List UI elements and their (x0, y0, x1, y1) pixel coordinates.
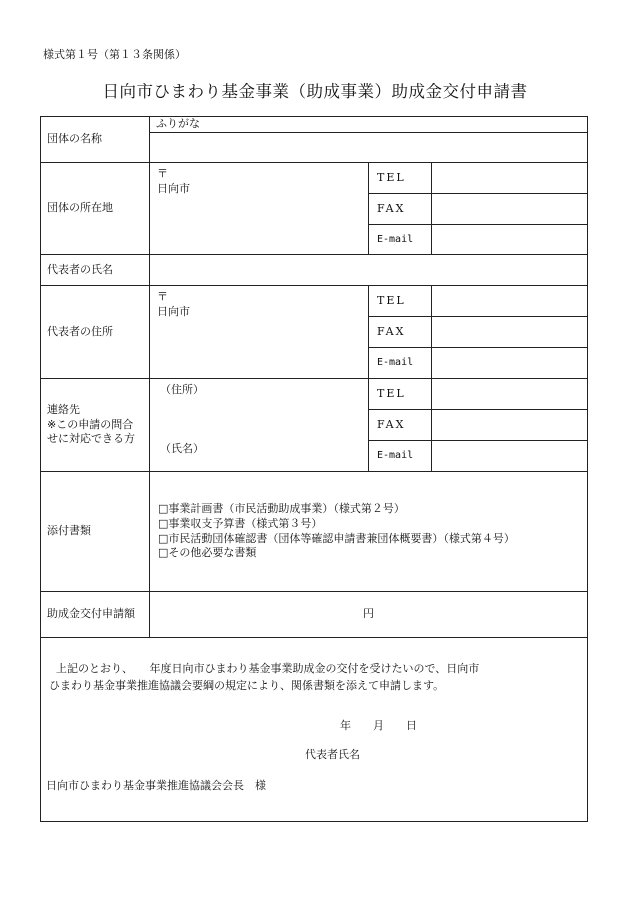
rep-email-label: E-mail (369, 348, 432, 379)
attachment-item[interactable]: □事業計画書（市民活動助成事業）（様式第２号） (158, 501, 405, 515)
postal-mark: 〒 (157, 167, 168, 180)
amount-label: 助成金交付申請額 (41, 592, 150, 638)
rep-address-city: 日向市 (157, 304, 190, 318)
contact-label (41, 379, 150, 472)
date-field[interactable]: 年 月 日 (340, 719, 417, 732)
group-email-label: E-mail (369, 225, 432, 255)
contact-label-line1: 連絡先 (47, 402, 80, 416)
group-fax-field[interactable] (432, 194, 588, 225)
group-address-city: 日向市 (157, 181, 190, 195)
attachment-item[interactable]: □事業収支予算書（様式第３号） (158, 516, 323, 530)
group-tel-label: TEL (369, 163, 432, 194)
attachments-list (150, 472, 588, 592)
group-address-label: 団体の所在地 (41, 163, 150, 255)
contact-tel-label: TEL (369, 379, 432, 410)
contact-name-hint: （氏名） (160, 442, 204, 455)
group-fax-label: FAX (369, 194, 432, 225)
rep-email-field[interactable] (432, 348, 588, 379)
rep-address-field[interactable] (150, 286, 369, 379)
application-form (40, 116, 588, 638)
addressee: 日向市ひまわり基金事業推進協議会会長 様 (46, 779, 266, 792)
group-name-label: 団体の名称 (41, 117, 150, 163)
attachments-label: 添付書類 (41, 472, 150, 592)
form-number: 様式第１号（第１３条関係） (43, 48, 186, 61)
rep-fax-field[interactable] (432, 317, 588, 348)
contact-label-line2: ※この申請の問合 (47, 417, 134, 431)
amount-unit: 円 (363, 607, 374, 621)
group-tel-field[interactable] (432, 163, 588, 194)
contact-fax-field[interactable] (432, 410, 588, 441)
rep-signature: 代表者氏名 (305, 748, 360, 761)
rep-fax-label: FAX (369, 317, 432, 348)
page-title: 日向市ひまわり基金事業（助成事業）助成金交付申請書 (102, 82, 528, 101)
contact-tel-field[interactable] (432, 379, 588, 410)
attachment-item[interactable]: □市民活動団体確認書（団体等確認申請書兼団体概要書）（様式第４号） (158, 531, 515, 545)
rep-address-label: 代表者の住所 (41, 286, 150, 379)
contact-address-hint: （住所） (160, 383, 204, 396)
attachment-item[interactable]: □その他必要な書類 (158, 546, 257, 560)
declaration (49, 660, 556, 694)
amount-field[interactable] (150, 592, 588, 638)
rep-tel-field[interactable] (432, 286, 588, 317)
contact-email-label: E-mail (369, 441, 432, 472)
rep-name-field[interactable] (150, 255, 588, 286)
contact-label-line3: せに対応できる方 (47, 432, 135, 446)
group-address-field[interactable] (150, 163, 369, 255)
group-name-field[interactable] (150, 133, 588, 163)
declaration-line2: ひまわり基金事業推進協議会要綱の規定により、関係書類を添えて申請します。 (49, 679, 445, 693)
declaration-line1: 上記のとおり、 年度日向市ひまわり基金事業助成金の交付を受けたいので、日向市 (56, 662, 480, 675)
rep-tel-label: TEL (369, 286, 432, 317)
postal-mark: 〒 (157, 290, 168, 303)
group-name-furigana: ふりがな (150, 117, 588, 133)
contact-field[interactable] (150, 379, 369, 472)
contact-email-field[interactable] (432, 441, 588, 472)
contact-fax-label: FAX (369, 410, 432, 441)
group-email-field[interactable] (432, 225, 588, 255)
rep-name-label: 代表者の氏名 (41, 255, 150, 286)
